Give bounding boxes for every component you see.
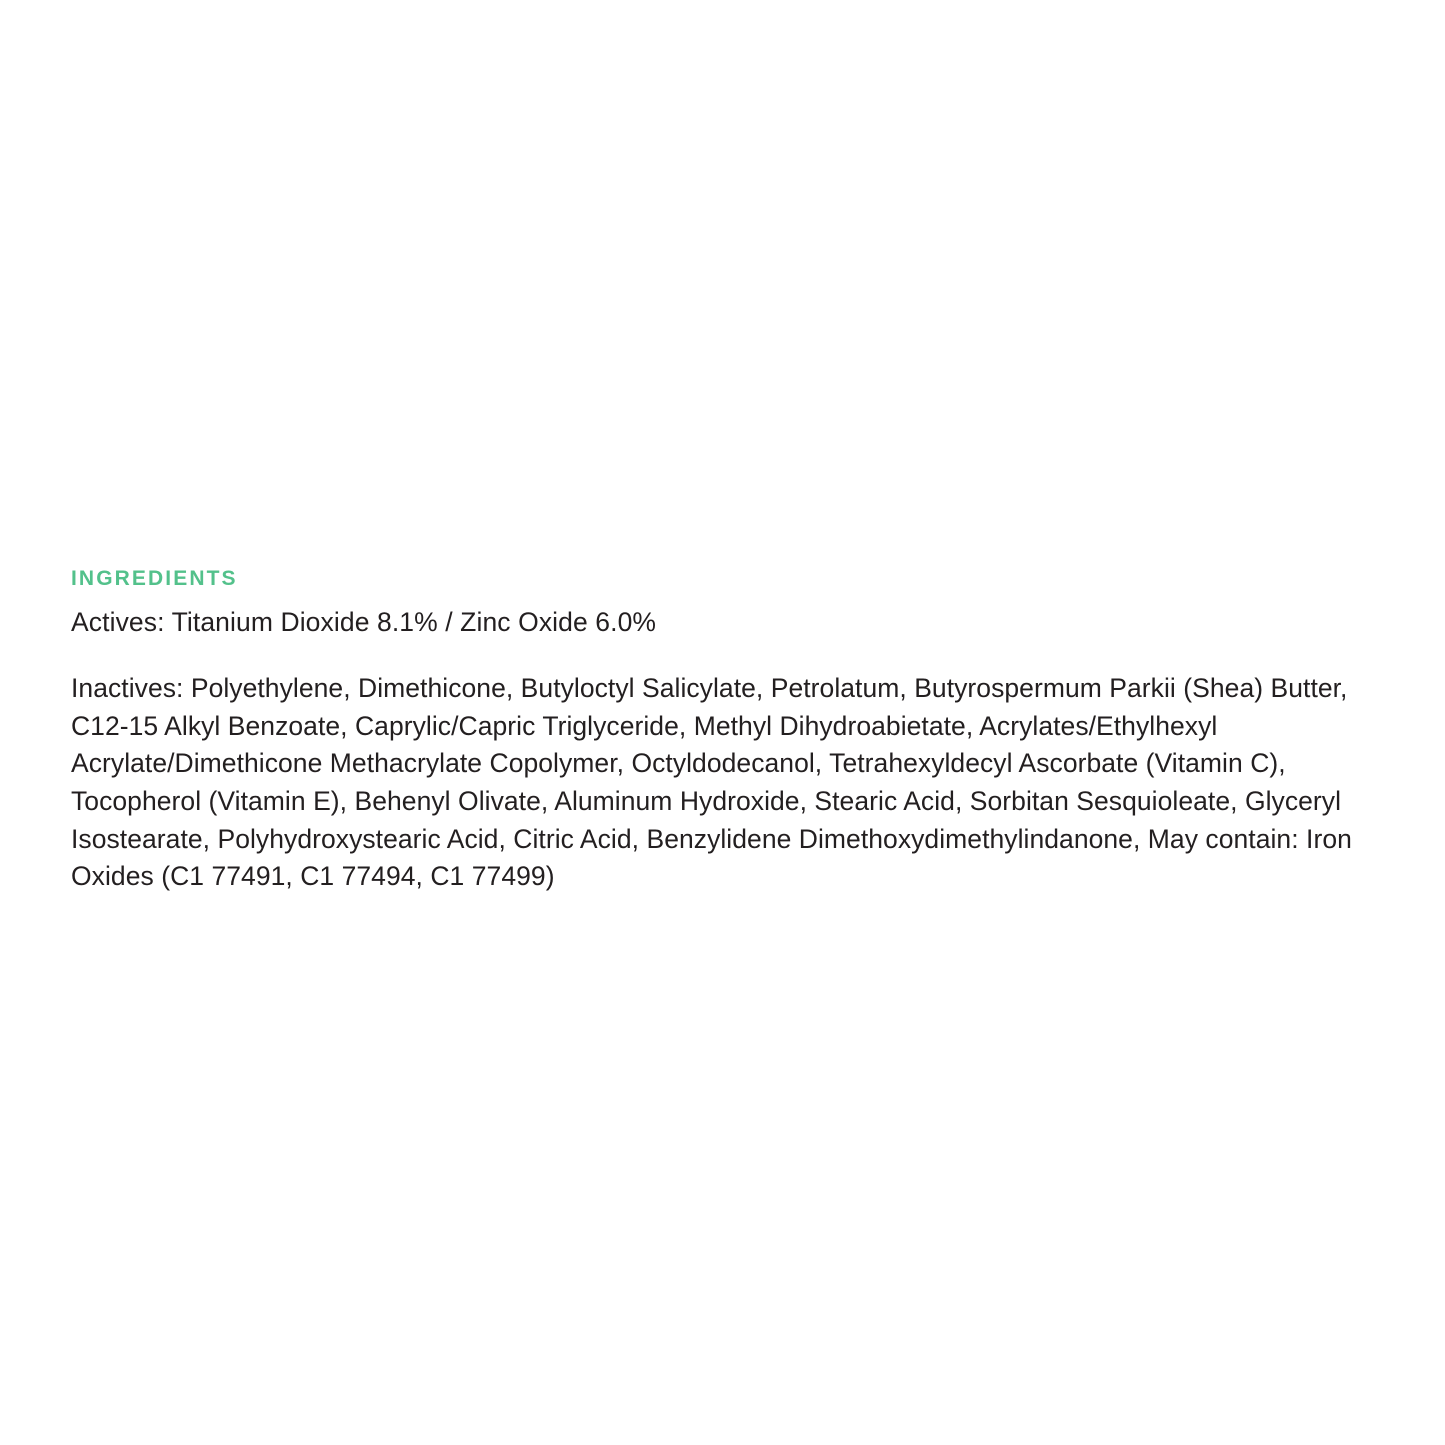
actives-label: Actives:: [71, 607, 165, 638]
inactives-paragraph: Inactives: Polyethylene, Dimethicone, Butyloctyl Salicylate, Petrolatum, Butyrospermum Parkii (Shea) Butter, C12-15 Alkyl Benzoate, Caprylic/Capric Triglyceride, Methyl Dihydroabietate, Acrylates/Ethylhexyl Acrylate/Dimethicone Methacrylate Copolymer, Octyldodecanol, Tetrahexyldecyl Ascorbate (Vitamin C), Tocopherol (Vitamin E), Behenyl Olivate, Aluminum Hydroxide, Stearic Acid, Sorbitan Sesquioleate, Glyceryl Isostearate, Polyhydroxystearic Acid, Citric Acid, Benzylidene Dimethoxydimethylindanone, May contain: Iron Oxides (C1 77491, C1 77494, C1 77499): [71, 673, 1352, 892]
ingredients-section: [71, 566, 1391, 896]
actives-value: Titanium Dioxide 8.1% / Zinc Oxide 6.0%: [171, 607, 657, 638]
actives-line: [71, 605, 1391, 640]
section-heading-ingredients: INGREDIENTS: [71, 567, 238, 590]
